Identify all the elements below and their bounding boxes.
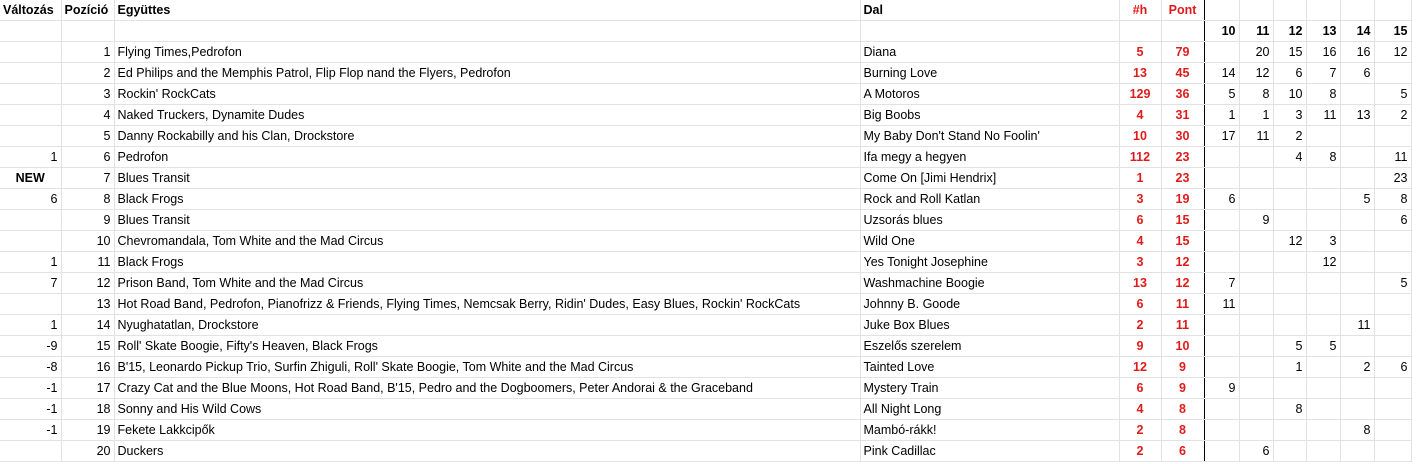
points-cell[interactable]: 11 [1161, 315, 1204, 336]
points-cell[interactable]: 10 [1161, 336, 1204, 357]
change-cell[interactable] [0, 63, 61, 84]
table-row [0, 357, 1411, 378]
change-cell[interactable] [0, 294, 61, 315]
week-score-cell[interactable] [1306, 189, 1340, 210]
change-cell[interactable]: NEW [0, 168, 61, 189]
week-score-cell[interactable] [1239, 147, 1273, 168]
header-row [0, 0, 1411, 21]
week-score-cell[interactable] [1273, 189, 1306, 210]
band-cell[interactable]: Rockin' RockCats [114, 84, 860, 105]
week-score-cell[interactable] [1204, 147, 1239, 168]
empty-cell[interactable] [1161, 21, 1204, 42]
position-cell[interactable]: 7 [61, 168, 114, 189]
plays-cell[interactable]: 10 [1119, 126, 1161, 147]
points-cell[interactable]: 23 [1161, 147, 1204, 168]
week-score-cell[interactable]: 4 [1273, 147, 1306, 168]
table-row [0, 252, 1411, 273]
song-cell[interactable]: Diana [860, 42, 1119, 63]
points-cell[interactable]: 11 [1161, 294, 1204, 315]
plays-cell[interactable]: 2 [1119, 420, 1161, 441]
week-score-cell[interactable] [1374, 63, 1411, 84]
week-score-cell[interactable] [1204, 357, 1239, 378]
song-cell[interactable]: Tainted Love [860, 357, 1119, 378]
week-score-cell[interactable] [1340, 210, 1374, 231]
points-cell[interactable]: 79 [1161, 42, 1204, 63]
plays-cell[interactable]: 1 [1119, 168, 1161, 189]
week-score-cell[interactable]: 14 [1204, 63, 1239, 84]
week-score-cell[interactable]: 5 [1340, 189, 1374, 210]
points-cell[interactable]: 15 [1161, 231, 1204, 252]
week-score-cell[interactable]: 11 [1204, 294, 1239, 315]
change-cell[interactable]: 6 [0, 189, 61, 210]
band-cell[interactable]: Flying Times,Pedrofon [114, 42, 860, 63]
table-row [0, 378, 1411, 399]
week-score-cell[interactable] [1273, 294, 1306, 315]
change-cell[interactable]: -1 [0, 399, 61, 420]
table-row [0, 315, 1411, 336]
points-cell[interactable]: 9 [1161, 378, 1204, 399]
plays-cell[interactable]: 112 [1119, 147, 1161, 168]
week-score-cell[interactable] [1374, 378, 1411, 399]
week-score-cell[interactable] [1374, 294, 1411, 315]
plays-cell[interactable]: 6 [1119, 294, 1161, 315]
change-cell[interactable] [0, 84, 61, 105]
plays-cell[interactable]: 12 [1119, 357, 1161, 378]
empty-cell[interactable] [114, 21, 860, 42]
plays-cell[interactable]: 9 [1119, 336, 1161, 357]
song-cell[interactable]: Eszelős szerelem [860, 336, 1119, 357]
week-score-cell[interactable] [1204, 336, 1239, 357]
week-score-cell[interactable]: 2 [1340, 357, 1374, 378]
plays-cell[interactable]: 2 [1119, 441, 1161, 462]
band-cell[interactable]: Pedrofon [114, 147, 860, 168]
week-score-cell[interactable]: 1 [1239, 105, 1273, 126]
week-header[interactable]: 10 [1204, 21, 1239, 42]
week-header-row [0, 21, 1411, 42]
song-cell[interactable]: Washmachine Boogie [860, 273, 1119, 294]
change-cell[interactable] [0, 441, 61, 462]
points-cell[interactable]: 19 [1161, 189, 1204, 210]
week-score-cell[interactable] [1340, 336, 1374, 357]
change-cell[interactable]: -9 [0, 336, 61, 357]
week-score-cell[interactable] [1273, 378, 1306, 399]
week-score-cell[interactable] [1306, 357, 1340, 378]
change-cell[interactable] [0, 231, 61, 252]
week-score-cell[interactable]: 8 [1306, 147, 1340, 168]
change-cell[interactable] [0, 126, 61, 147]
week-score-cell[interactable] [1239, 294, 1273, 315]
change-cell[interactable] [0, 210, 61, 231]
song-cell[interactable]: Wild One [860, 231, 1119, 252]
song-cell[interactable]: Johnny B. Goode [860, 294, 1119, 315]
week-score-cell[interactable]: 8 [1239, 84, 1273, 105]
week-score-cell[interactable]: 11 [1239, 126, 1273, 147]
week-score-cell[interactable]: 23 [1374, 168, 1411, 189]
song-cell[interactable]: Mystery Train [860, 378, 1119, 399]
week-score-cell[interactable]: 8 [1340, 420, 1374, 441]
header-pont[interactable]: Pont [1161, 0, 1204, 21]
week-score-cell[interactable] [1374, 399, 1411, 420]
band-cell[interactable]: Chevromandala, Tom White and the Mad Circus [114, 231, 860, 252]
position-cell[interactable]: 12 [61, 273, 114, 294]
week-score-cell[interactable]: 16 [1340, 42, 1374, 63]
week-score-cell[interactable]: 5 [1273, 336, 1306, 357]
table-row [0, 273, 1411, 294]
table-row [0, 336, 1411, 357]
position-cell[interactable]: 4 [61, 105, 114, 126]
position-cell[interactable]: 1 [61, 42, 114, 63]
week-score-cell[interactable]: 6 [1273, 63, 1306, 84]
week-header[interactable]: 11 [1239, 21, 1273, 42]
week-score-cell[interactable] [1306, 294, 1340, 315]
points-cell[interactable]: 8 [1161, 420, 1204, 441]
points-cell[interactable]: 6 [1161, 441, 1204, 462]
band-cell[interactable]: Blues Transit [114, 168, 860, 189]
week-score-cell[interactable]: 12 [1273, 231, 1306, 252]
change-cell[interactable]: 1 [0, 252, 61, 273]
week-score-cell[interactable] [1340, 147, 1374, 168]
change-cell[interactable]: 1 [0, 147, 61, 168]
song-cell[interactable]: Rock and Roll Katlan [860, 189, 1119, 210]
position-cell[interactable]: 18 [61, 399, 114, 420]
week-score-cell[interactable] [1273, 441, 1306, 462]
band-cell[interactable]: Sonny and His Wild Cows [114, 399, 860, 420]
week-score-cell[interactable] [1273, 420, 1306, 441]
week-score-cell[interactable] [1374, 126, 1411, 147]
position-cell[interactable]: 8 [61, 189, 114, 210]
week-score-cell[interactable] [1374, 441, 1411, 462]
week-score-cell[interactable] [1239, 273, 1273, 294]
band-cell[interactable]: Roll' Skate Boogie, Fifty's Heaven, Black Frogs [114, 336, 860, 357]
position-cell[interactable]: 6 [61, 147, 114, 168]
week-score-cell[interactable]: 10 [1273, 84, 1306, 105]
week-score-cell[interactable] [1306, 273, 1340, 294]
position-cell[interactable]: 19 [61, 420, 114, 441]
table-row [0, 210, 1411, 231]
week-score-cell[interactable]: 5 [1204, 84, 1239, 105]
position-cell[interactable]: 14 [61, 315, 114, 336]
week-score-cell[interactable]: 5 [1374, 273, 1411, 294]
header-h[interactable]: #h [1119, 0, 1161, 21]
band-cell[interactable]: Fekete Lakkcipők [114, 420, 860, 441]
week-score-cell[interactable]: 15 [1273, 42, 1306, 63]
song-cell[interactable]: My Baby Don't Stand No Foolin' [860, 126, 1119, 147]
plays-cell[interactable]: 13 [1119, 273, 1161, 294]
table-row [0, 63, 1411, 84]
week-score-cell[interactable] [1340, 378, 1374, 399]
header-valtozas[interactable]: Változás [0, 0, 61, 21]
plays-cell[interactable]: 2 [1119, 315, 1161, 336]
table-row [0, 42, 1411, 63]
table-row [0, 231, 1411, 252]
week-header[interactable]: 14 [1340, 21, 1374, 42]
points-cell[interactable]: 45 [1161, 63, 1204, 84]
week-score-cell[interactable]: 13 [1340, 105, 1374, 126]
week-score-cell[interactable] [1204, 42, 1239, 63]
week-score-cell[interactable] [1306, 210, 1340, 231]
change-cell[interactable]: -1 [0, 420, 61, 441]
week-score-cell[interactable]: 12 [1374, 42, 1411, 63]
empty-cell[interactable] [860, 21, 1119, 42]
week-score-cell[interactable]: 7 [1204, 273, 1239, 294]
week-score-cell[interactable]: 6 [1374, 210, 1411, 231]
week-score-cell[interactable] [1204, 315, 1239, 336]
band-cell[interactable]: Blues Transit [114, 210, 860, 231]
points-cell[interactable]: 36 [1161, 84, 1204, 105]
song-cell[interactable]: Ifa megy a hegyen [860, 147, 1119, 168]
plays-cell[interactable]: 3 [1119, 189, 1161, 210]
empty-cell[interactable] [1119, 21, 1161, 42]
week-score-cell[interactable] [1306, 378, 1340, 399]
week-score-cell[interactable] [1340, 399, 1374, 420]
plays-cell[interactable]: 3 [1119, 252, 1161, 273]
position-cell[interactable]: 9 [61, 210, 114, 231]
week-score-cell[interactable]: 5 [1374, 84, 1411, 105]
week-score-cell[interactable]: 9 [1239, 210, 1273, 231]
week-score-cell[interactable] [1340, 168, 1374, 189]
position-cell[interactable]: 13 [61, 294, 114, 315]
position-cell[interactable]: 20 [61, 441, 114, 462]
week-score-cell[interactable] [1273, 252, 1306, 273]
song-cell[interactable]: All Night Long [860, 399, 1119, 420]
change-cell[interactable]: -8 [0, 357, 61, 378]
week-score-cell[interactable]: 12 [1306, 252, 1340, 273]
position-cell[interactable]: 16 [61, 357, 114, 378]
week-score-cell[interactable] [1340, 231, 1374, 252]
week-score-cell[interactable] [1204, 231, 1239, 252]
week-score-cell[interactable]: 11 [1340, 315, 1374, 336]
band-cell[interactable]: Black Frogs [114, 252, 860, 273]
week-score-cell[interactable]: 6 [1204, 189, 1239, 210]
table-row [0, 189, 1411, 210]
week-score-cell[interactable] [1204, 399, 1239, 420]
week-score-cell[interactable] [1239, 231, 1273, 252]
points-cell[interactable]: 30 [1161, 126, 1204, 147]
week-score-cell[interactable] [1340, 441, 1374, 462]
header-pozicio[interactable]: Pozíció [61, 0, 114, 21]
header-empty-cell[interactable] [1340, 0, 1374, 21]
band-cell[interactable]: B'15, Leonardo Pickup Trio, Surfin Zhiguli, Roll' Skate Boogie, Tom White and the Mad Circus [114, 357, 860, 378]
band-cell[interactable]: Duckers [114, 441, 860, 462]
header-empty-cell[interactable] [1273, 0, 1306, 21]
week-score-cell[interactable] [1374, 252, 1411, 273]
week-score-cell[interactable]: 11 [1374, 147, 1411, 168]
week-score-cell[interactable] [1273, 168, 1306, 189]
week-score-cell[interactable] [1374, 336, 1411, 357]
week-score-cell[interactable] [1273, 315, 1306, 336]
points-cell[interactable]: 23 [1161, 168, 1204, 189]
week-score-cell[interactable] [1239, 189, 1273, 210]
empty-cell[interactable] [61, 21, 114, 42]
week-score-cell[interactable]: 1 [1273, 357, 1306, 378]
song-cell[interactable]: Mambó-rákk! [860, 420, 1119, 441]
week-score-cell[interactable] [1204, 210, 1239, 231]
band-cell[interactable]: Crazy Cat and the Blue Moons, Hot Road Band, B'15, Pedro and the Dogboomers, Peter Andorai & the Graceband [114, 378, 860, 399]
week-score-cell[interactable] [1306, 420, 1340, 441]
plays-cell[interactable]: 4 [1119, 105, 1161, 126]
song-cell[interactable]: A Motoros [860, 84, 1119, 105]
position-cell[interactable]: 17 [61, 378, 114, 399]
week-score-cell[interactable] [1306, 399, 1340, 420]
week-score-cell[interactable]: 17 [1204, 126, 1239, 147]
week-score-cell[interactable] [1340, 273, 1374, 294]
week-score-cell[interactable] [1306, 126, 1340, 147]
week-score-cell[interactable] [1239, 168, 1273, 189]
band-cell[interactable]: Danny Rockabilly and his Clan, Drockstore [114, 126, 860, 147]
table-row [0, 105, 1411, 126]
week-score-cell[interactable]: 20 [1239, 42, 1273, 63]
week-score-cell[interactable] [1273, 210, 1306, 231]
table-row [0, 441, 1411, 462]
week-score-cell[interactable] [1204, 420, 1239, 441]
band-cell[interactable]: Black Frogs [114, 189, 860, 210]
week-score-cell[interactable]: 11 [1306, 105, 1340, 126]
change-cell[interactable] [0, 105, 61, 126]
position-cell[interactable]: 3 [61, 84, 114, 105]
week-score-cell[interactable]: 12 [1239, 63, 1273, 84]
week-header[interactable]: 12 [1273, 21, 1306, 42]
band-cell[interactable]: Prison Band, Tom White and the Mad Circus [114, 273, 860, 294]
week-score-cell[interactable]: 8 [1374, 189, 1411, 210]
week-score-cell[interactable]: 16 [1306, 42, 1340, 63]
song-cell[interactable]: Pink Cadillac [860, 441, 1119, 462]
song-cell[interactable]: Yes Tonight Josephine [860, 252, 1119, 273]
band-cell[interactable]: Hot Road Band, Pedrofon, Pianofrizz & Friends, Flying Times, Nemcsak Berry, Ridin' Dudes, Easy Blues, Rockin' RockCats [114, 294, 860, 315]
band-cell[interactable]: Naked Truckers, Dynamite Dudes [114, 105, 860, 126]
week-score-cell[interactable] [1306, 315, 1340, 336]
empty-cell[interactable] [0, 21, 61, 42]
week-score-cell[interactable] [1239, 357, 1273, 378]
plays-cell[interactable]: 6 [1119, 210, 1161, 231]
week-header[interactable]: 15 [1374, 21, 1411, 42]
change-cell[interactable]: -1 [0, 378, 61, 399]
week-score-cell[interactable]: 8 [1273, 399, 1306, 420]
band-cell[interactable]: Ed Philips and the Memphis Patrol, Flip Flop nand the Flyers, Pedrofon [114, 63, 860, 84]
header-empty-cell[interactable] [1239, 0, 1273, 21]
week-header[interactable]: 13 [1306, 21, 1340, 42]
week-score-cell[interactable] [1239, 315, 1273, 336]
week-score-cell[interactable] [1374, 315, 1411, 336]
week-score-cell[interactable] [1204, 252, 1239, 273]
week-score-cell[interactable] [1204, 441, 1239, 462]
week-score-cell[interactable]: 3 [1273, 105, 1306, 126]
week-score-cell[interactable] [1273, 273, 1306, 294]
plays-cell[interactable]: 129 [1119, 84, 1161, 105]
table-row [0, 84, 1411, 105]
week-score-cell[interactable]: 6 [1340, 63, 1374, 84]
band-cell[interactable]: Nyughatatlan, Drockstore [114, 315, 860, 336]
position-cell[interactable]: 10 [61, 231, 114, 252]
week-score-cell[interactable] [1239, 420, 1273, 441]
header-empty-cell[interactable] [1374, 0, 1411, 21]
change-cell[interactable] [0, 42, 61, 63]
week-score-cell[interactable] [1239, 336, 1273, 357]
table-row [0, 399, 1411, 420]
week-score-cell[interactable]: 7 [1306, 63, 1340, 84]
plays-cell[interactable]: 6 [1119, 378, 1161, 399]
plays-cell[interactable]: 4 [1119, 399, 1161, 420]
points-cell[interactable]: 9 [1161, 357, 1204, 378]
week-score-cell[interactable] [1204, 168, 1239, 189]
song-cell[interactable]: Juke Box Blues [860, 315, 1119, 336]
table-row [0, 126, 1411, 147]
plays-cell[interactable]: 4 [1119, 231, 1161, 252]
week-score-cell[interactable] [1374, 420, 1411, 441]
week-score-cell[interactable]: 2 [1273, 126, 1306, 147]
plays-cell[interactable]: 13 [1119, 63, 1161, 84]
week-score-cell[interactable]: 1 [1204, 105, 1239, 126]
week-score-cell[interactable]: 3 [1306, 231, 1340, 252]
change-cell[interactable]: 1 [0, 315, 61, 336]
table-row [0, 294, 1411, 315]
week-score-cell[interactable] [1239, 399, 1273, 420]
week-score-cell[interactable] [1306, 441, 1340, 462]
header-dal[interactable]: Dal [860, 0, 1119, 21]
table-row [0, 168, 1411, 189]
table-row [0, 147, 1411, 168]
week-score-cell[interactable] [1239, 252, 1273, 273]
position-cell[interactable]: 15 [61, 336, 114, 357]
week-score-cell[interactable]: 8 [1306, 84, 1340, 105]
points-cell[interactable]: 8 [1161, 399, 1204, 420]
points-cell[interactable]: 12 [1161, 273, 1204, 294]
week-score-cell[interactable]: 9 [1204, 378, 1239, 399]
song-cell[interactable]: Big Boobs [860, 105, 1119, 126]
table-row [0, 420, 1411, 441]
points-cell[interactable]: 12 [1161, 252, 1204, 273]
position-cell[interactable]: 11 [61, 252, 114, 273]
song-cell[interactable]: Burning Love [860, 63, 1119, 84]
header-empty-cell[interactable] [1306, 0, 1340, 21]
change-cell[interactable]: 7 [0, 273, 61, 294]
position-cell[interactable]: 2 [61, 63, 114, 84]
week-score-cell[interactable] [1340, 84, 1374, 105]
week-score-cell[interactable] [1340, 126, 1374, 147]
week-score-cell[interactable] [1306, 168, 1340, 189]
week-score-cell[interactable]: 6 [1239, 441, 1273, 462]
position-cell[interactable]: 5 [61, 126, 114, 147]
week-score-cell[interactable] [1239, 378, 1273, 399]
points-cell[interactable]: 15 [1161, 210, 1204, 231]
header-egyuttes[interactable]: Együttes [114, 0, 860, 21]
header-empty-cell[interactable] [1204, 0, 1239, 21]
week-score-cell[interactable]: 6 [1374, 357, 1411, 378]
song-cell[interactable]: Come On [Jimi Hendrix] [860, 168, 1119, 189]
week-score-cell[interactable] [1374, 231, 1411, 252]
week-score-cell[interactable]: 2 [1374, 105, 1411, 126]
points-cell[interactable]: 31 [1161, 105, 1204, 126]
week-score-cell[interactable] [1340, 294, 1374, 315]
week-score-cell[interactable]: 5 [1306, 336, 1340, 357]
song-cell[interactable]: Uzsorás blues [860, 210, 1119, 231]
week-score-cell[interactable] [1340, 252, 1374, 273]
plays-cell[interactable]: 5 [1119, 42, 1161, 63]
